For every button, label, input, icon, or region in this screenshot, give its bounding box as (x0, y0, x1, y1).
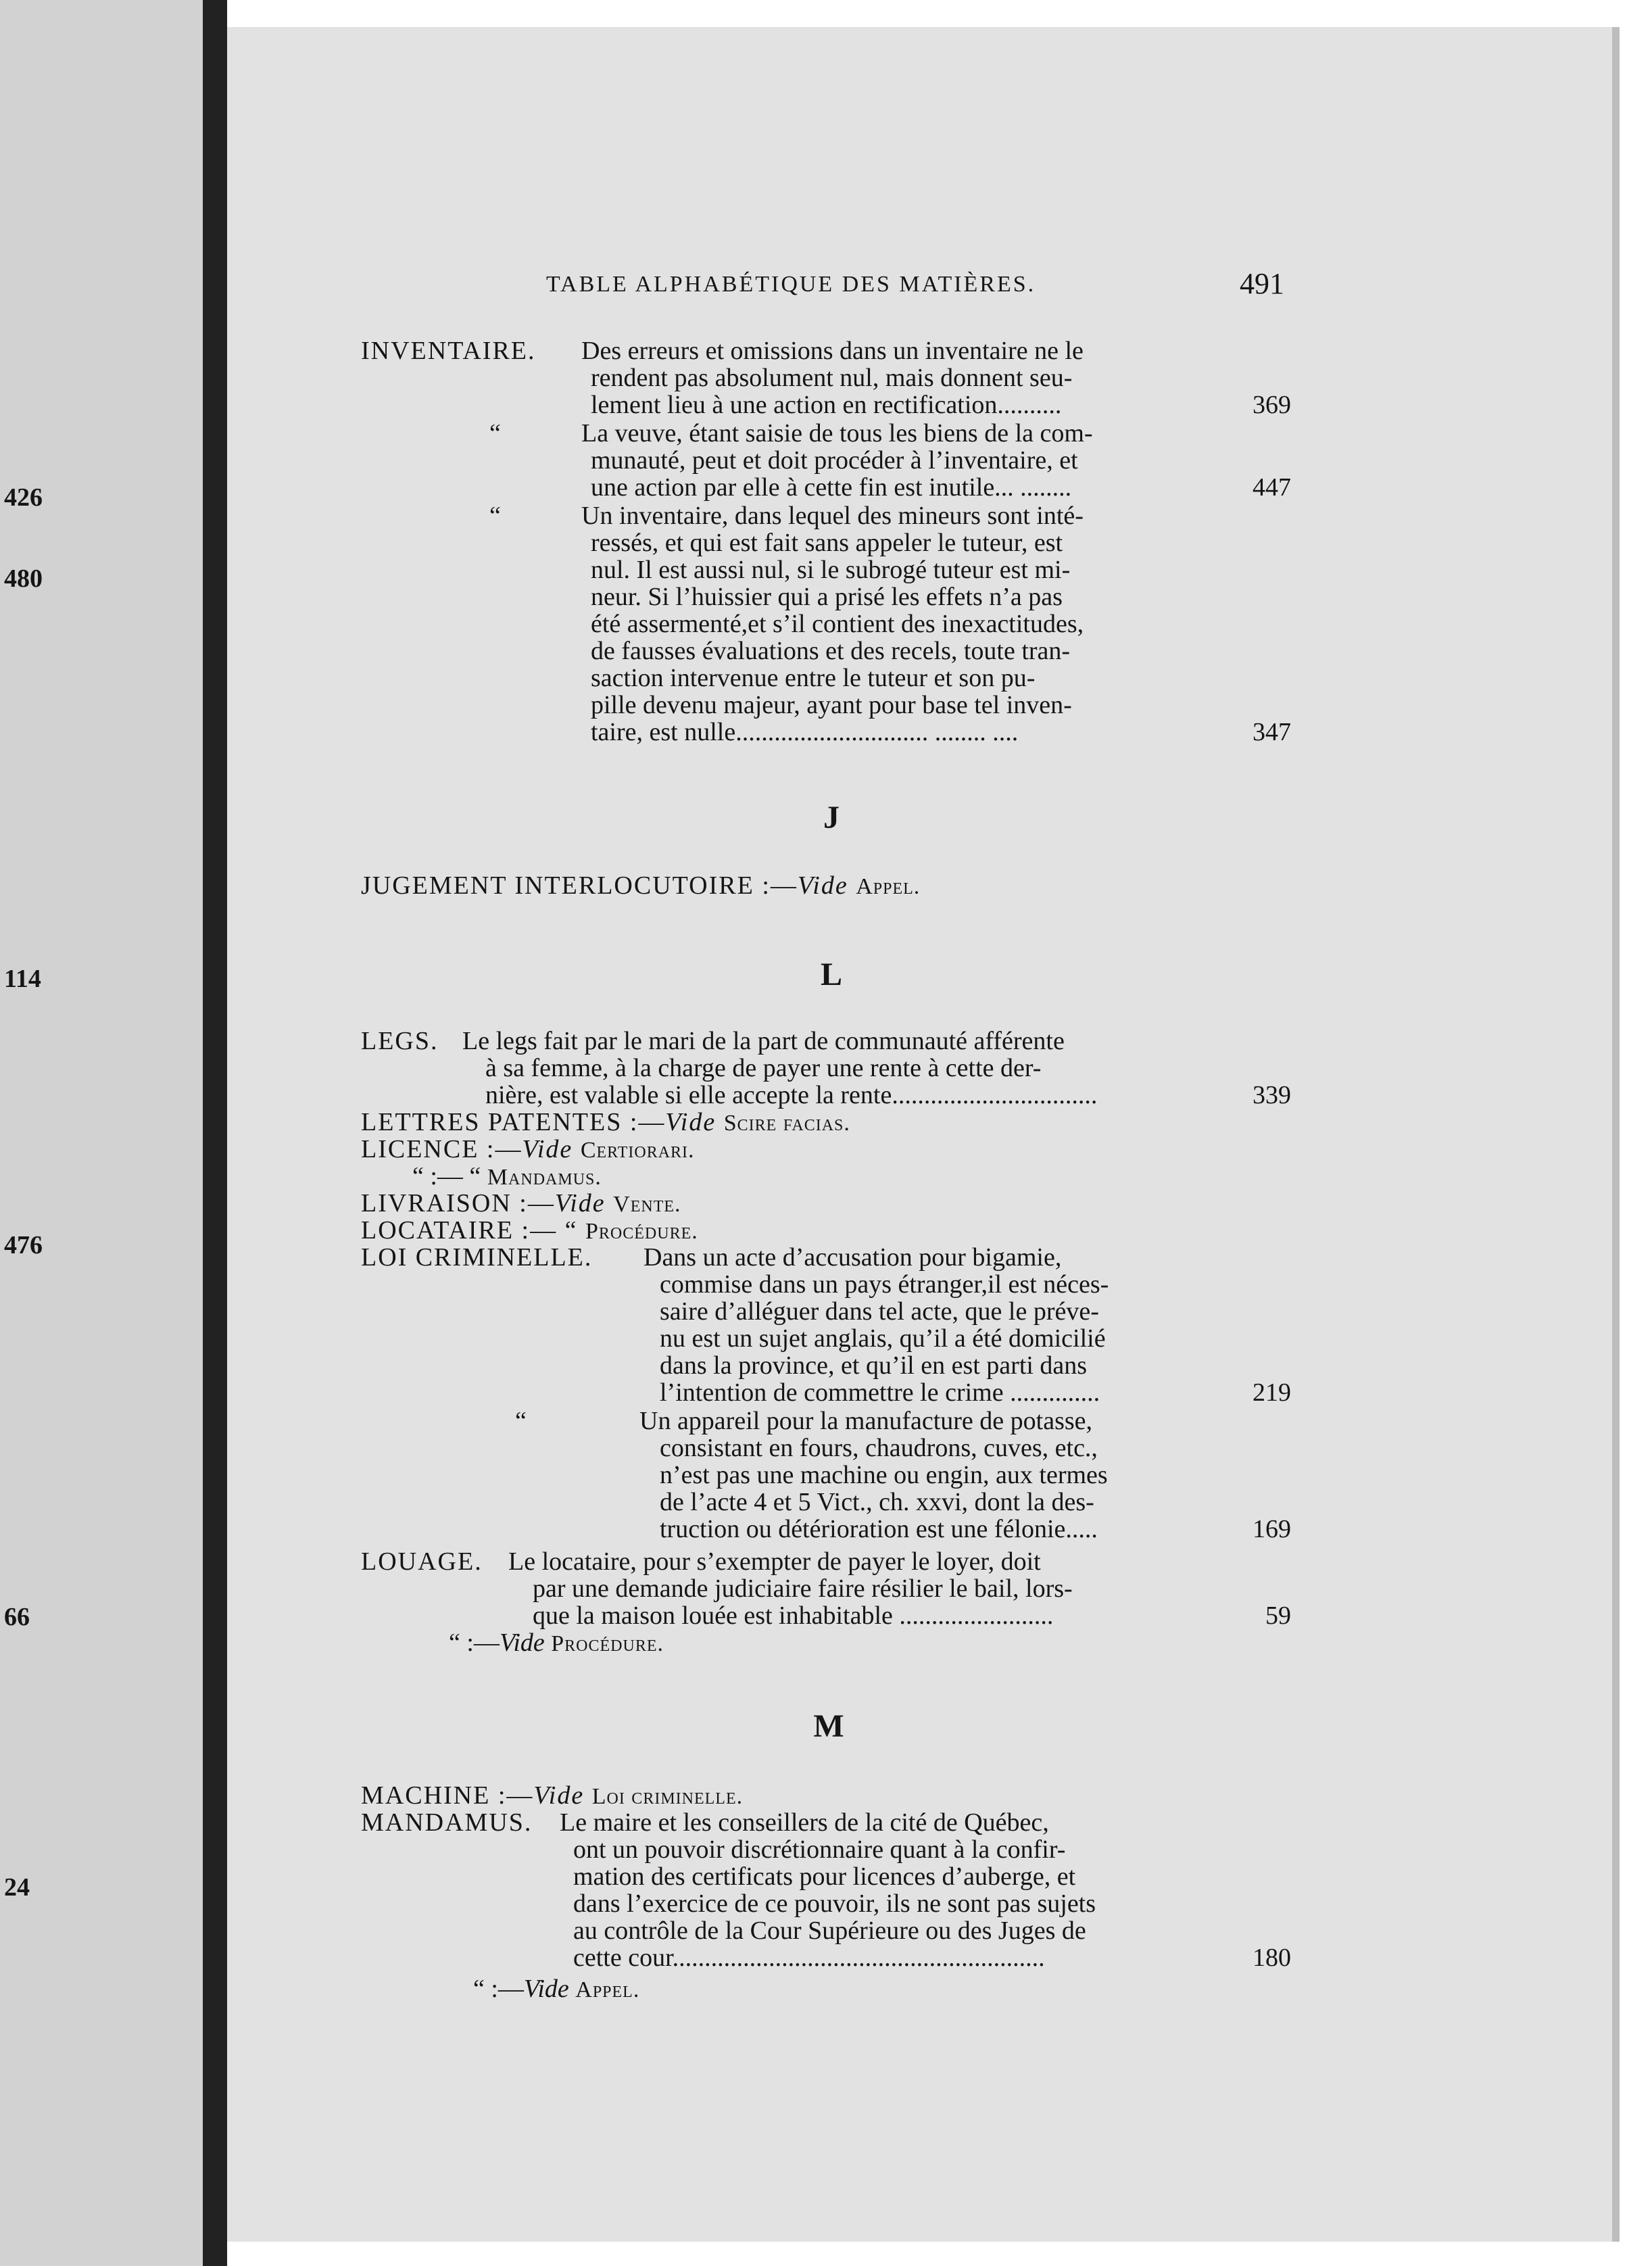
entry-jugement (361, 872, 920, 900)
page-reference: 169 (1253, 1515, 1291, 1543)
entry-line: consistant en fours, chaudrons, cuves, etc., (660, 1434, 1098, 1462)
margin-number: 426 (4, 483, 43, 512)
entry-line: nière, est valable si elle accepte la rente................................ (485, 1081, 1098, 1109)
entry-line: au contrôle de la Cour Supérieure ou des Juges de (573, 1917, 1086, 1945)
cross-reference: Scire facias. (723, 1111, 850, 1136)
entry-locataire (361, 1217, 698, 1245)
entry-line: saction intervenue entre le tuteur et son pu- (591, 664, 1036, 692)
page-reference: 369 (1253, 391, 1291, 419)
page-number: 491 (1240, 267, 1284, 300)
entry-line: rendent pas absolument nul, mais donnent seu- (591, 364, 1073, 392)
page-reference: 339 (1253, 1081, 1291, 1109)
book-gutter (203, 0, 227, 2266)
page-reference: 447 (1253, 473, 1291, 502)
cross-reference: Vente. (613, 1192, 681, 1217)
entry-line: nu est un sujet anglais, qu’il a été domicilié (660, 1324, 1106, 1353)
entry-licence (361, 1136, 695, 1164)
page-reference: 59 (1265, 1601, 1291, 1630)
entry-line: cette cour.......................................................... (573, 1944, 1045, 1972)
entry-term: LEGS. (361, 1027, 439, 1055)
entry-line: l’intention de commettre le crime .............. (660, 1378, 1100, 1407)
vide-label: Vide (797, 871, 848, 900)
entry-line: par une demande judiciaire faire résilier le bail, lors- (533, 1574, 1073, 1603)
margin-number: 66 (4, 1603, 30, 1631)
entry-machine (361, 1782, 743, 1810)
bottom-border (227, 2242, 1652, 2266)
page-reference: 219 (1253, 1378, 1291, 1407)
entry-line: Un appareil pour la manufacture de potasse, (639, 1407, 1093, 1435)
entry-line: Un inventaire, dans lequel des mineurs sont inté- (581, 502, 1084, 530)
entry-term: LOI CRIMINELLE. (361, 1243, 593, 1272)
vide-label: Vide (522, 1135, 573, 1163)
page-reference: 180 (1253, 1944, 1291, 1972)
entry-line: Le maire et les conseillers de la cité de Québec, (560, 1808, 1049, 1837)
entry-line: nul. Il est aussi nul, si le subrogé tuteur est mi- (591, 556, 1071, 584)
vide-label: Vide (665, 1108, 716, 1136)
entry-line: Des erreurs et omissions dans un inventaire ne le (581, 337, 1084, 365)
entry-lettres-patentes (361, 1109, 850, 1137)
entry-line: n’est pas une machine ou engin, aux termes (660, 1461, 1108, 1489)
entry-livraison (361, 1190, 681, 1218)
entry-line: neur. Si l’huissier qui a prisé les effets n’a pas (591, 583, 1063, 611)
ditto-mark: “ (489, 502, 501, 530)
entry-line: pille devenu majeur, ayant pour base tel inven- (591, 691, 1072, 719)
cross-reference: Procédure. (551, 1631, 664, 1656)
vide-label: Vide (554, 1189, 606, 1218)
entry-line: Le legs fait par le mari de la part de communauté afférente (462, 1027, 1065, 1055)
ditto-mark: “ :— (449, 1629, 500, 1657)
entry-line: une action par elle à cette fin est inutile... ........ (591, 473, 1072, 502)
cross-reference: Loi criminelle. (591, 1784, 744, 1809)
entry-line: mation des certificats pour licences d’auberge, et (573, 1862, 1076, 1891)
entry-line: que la maison louée est inhabitable ........................ (533, 1601, 1054, 1630)
entry-line: été assermenté,et s’il contient des inexactitudes, (591, 610, 1084, 638)
entry-line: taire, est nulle.............................. ........ .... (591, 718, 1019, 746)
cross-reference: Mandamus. (487, 1165, 602, 1190)
section-letter: L (820, 957, 842, 992)
entry-licence-ditto (412, 1163, 602, 1191)
entry-line: dans la province, et qu’il en est parti dans (660, 1351, 1088, 1380)
entry-term: MANDAMUS. (361, 1808, 533, 1837)
entry-line: saire d’alléguer dans tel acte, que le préve- (660, 1297, 1099, 1326)
vide-label: Vide (523, 1975, 569, 2003)
ditto-mark: “ :— (473, 1975, 524, 2003)
entry-line: munauté, peut et doit procéder à l’inventaire, et (591, 446, 1078, 475)
margin-number: 24 (4, 1873, 30, 1902)
cross-reference: Appel. (856, 874, 921, 899)
running-header: TABLE ALPHABÉTIQUE DES MATIÈRES. (546, 272, 1036, 297)
section-letter: M (813, 1708, 844, 1744)
entry-term: LICENCE :— (361, 1135, 523, 1163)
cross-reference: Certiorari. (580, 1138, 695, 1163)
entry-line: ont un pouvoir discrétionnaire quant à la confir- (573, 1835, 1066, 1864)
vide-label: Vide (499, 1629, 545, 1657)
entry-mandamus-ditto (473, 1975, 639, 2004)
right-border (1620, 0, 1652, 2266)
entry-line: de l’acte 4 et 5 Vict., ch. xxvi, dont la des- (660, 1488, 1094, 1516)
entry-term: LOCATAIRE :— “ (361, 1216, 578, 1245)
entry-louage-ditto (449, 1629, 664, 1658)
margin-number: 480 (4, 564, 43, 593)
entry-line: commise dans un pays étranger,il est néces- (660, 1270, 1109, 1299)
entry-line: dans l’exercice de ce pouvoir, ils ne sont pas sujets (573, 1889, 1096, 1918)
entry-line: ressés, et qui est fait sans appeler le tuteur, est (591, 529, 1063, 557)
entry-line: truction ou détérioration est une félonie..... (660, 1515, 1098, 1543)
left-facing-page (0, 0, 203, 2266)
entry-term: LETTRES PATENTES :— (361, 1108, 666, 1136)
entry-term: MACHINE :— (361, 1781, 534, 1810)
cross-reference: Appel. (575, 1977, 640, 2002)
ditto-mark: “ (489, 419, 501, 448)
entry-line: Dans un acte d’accusation pour bigamie, (643, 1243, 1062, 1272)
entry-term: INVENTAIRE. (361, 337, 536, 365)
entry-line: La veuve, étant saisie de tous les biens de la com- (581, 419, 1093, 448)
entry-term: LOUAGE. (361, 1547, 483, 1576)
ditto-mark: “ (515, 1407, 527, 1435)
entry-term: LIVRAISON :— (361, 1189, 555, 1218)
entry-line: de fausses évaluations et des recels, toute tran- (591, 637, 1071, 665)
entry-line: à sa femme, à la charge de payer une rente à cette der- (485, 1054, 1042, 1082)
ditto-mark: “ :— “ (412, 1162, 481, 1190)
cross-reference: Procédure. (585, 1219, 698, 1244)
page-reference: 347 (1253, 718, 1291, 746)
entry-term: JUGEMENT INTERLOCUTOIRE :— (361, 871, 798, 900)
entry-line: lement lieu à une action en rectification.......... (591, 391, 1062, 419)
margin-number: 114 (4, 965, 41, 993)
vide-label: Vide (533, 1781, 585, 1810)
margin-number: 476 (4, 1231, 43, 1259)
section-letter: J (823, 800, 840, 836)
entry-line: Le locataire, pour s’exempter de payer le loyer, doit (508, 1547, 1041, 1576)
